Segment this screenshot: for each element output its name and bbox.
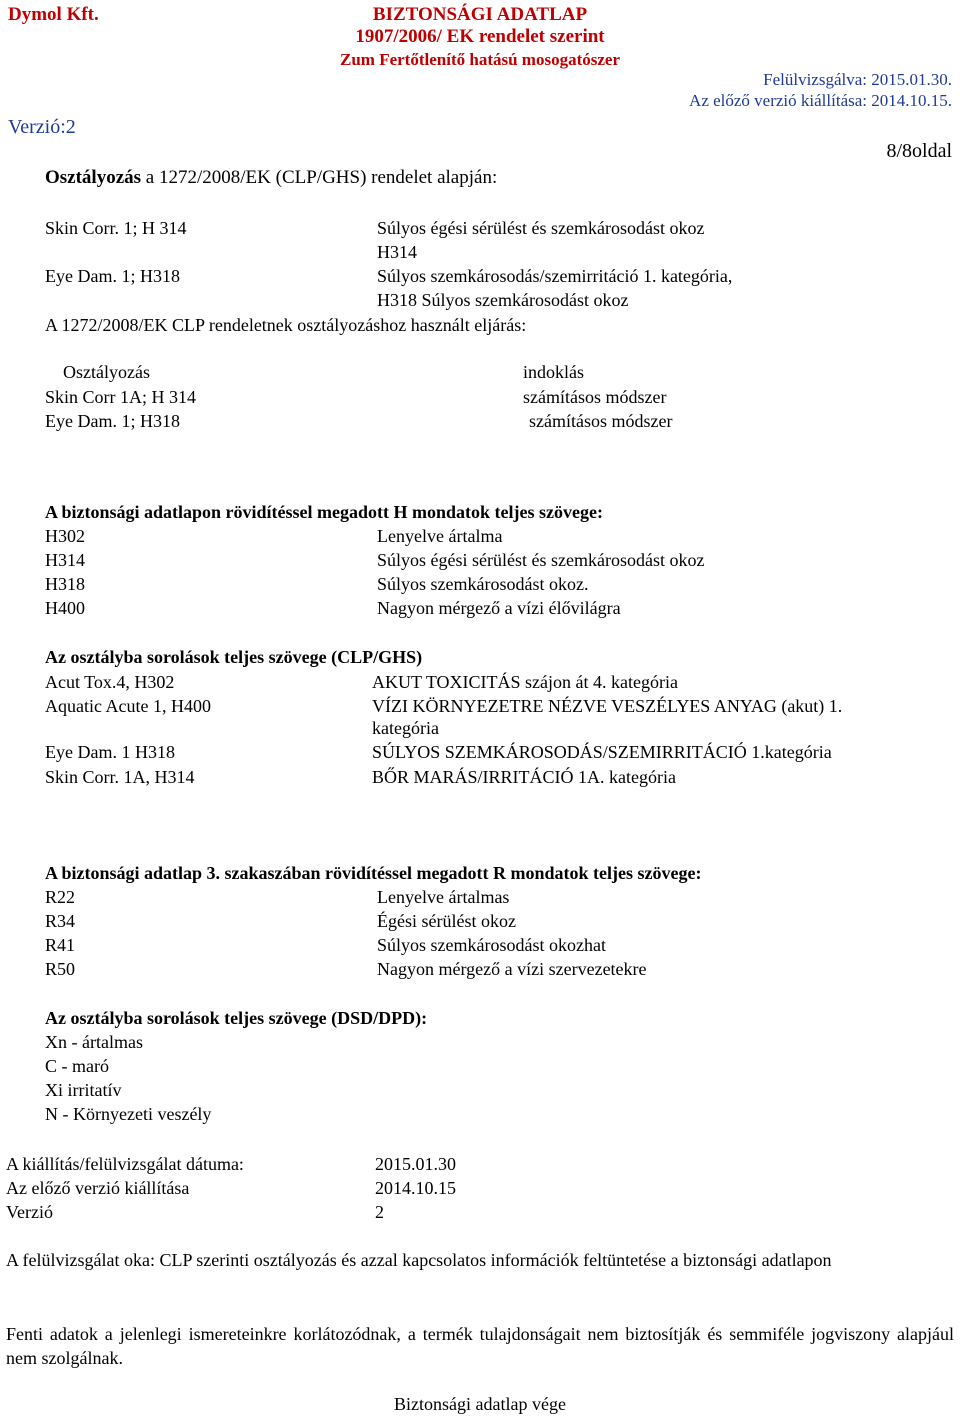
r-statements-heading: A biztonsági adatlap 3. szakaszában rövidítéssel megadott R mondatok teljes szövege: [45,863,702,883]
h-statements-heading: A biztonsági adatlapon rövidítéssel megadott H mondatok teljes szövege: [45,502,603,522]
dsd-classes-heading: Az osztályba sorolások teljes szövege (DSD/DPD): [45,1008,428,1028]
r-text: Súlyos szemkárosodást okozhat [377,935,606,955]
version-label: Verzió:2 [8,116,76,138]
procedure-col1-header: Osztályozás [63,362,150,382]
clp-text: VÍZI KÖRNYEZETRE NÉZVE VESZÉLYES ANYAG (akut) 1. [372,696,843,716]
h-text: Súlyos égési sérülést és szemkárosodást okoz [377,550,705,570]
classification-text-cont: H318 Súlyos szemkárosodást okoz [377,290,629,310]
r-text: Nagyon mérgező a vízi szervezetekre [377,959,647,979]
product-name: Zum Fertőtlenítő hatású mosogatószer [340,50,620,69]
issue-value: 2 [375,1202,384,1222]
issue-label: A kiállítás/felülvizsgálat dátuma: [6,1154,244,1174]
h-text: Súlyos szemkárosodást okoz. [377,574,589,594]
regulation-line: 1907/2006/ EK rendelet szerint [355,26,605,47]
issue-label: Az előző verzió kiállítása [6,1178,190,1198]
document-title: BIZTONSÁGI ADATLAP [372,4,588,25]
classification-text: Súlyos szemkárosodás/szemirritáció 1. kategória, [377,266,733,286]
classification-heading-rest: a 1272/2008/EK (CLP/GHS) rendelet alapján: [141,167,498,188]
h-code: H302 [45,526,85,546]
r-text: Lenyelve ártalmas [377,887,510,907]
h-text: Nagyon mérgező a vízi élővilágra [377,598,621,618]
previous-version-date: Az előző verzió kiállítása: 2014.10.15. [689,91,952,110]
classification-text: Súlyos égési sérülést és szemkárosodást okoz [377,218,705,238]
clp-classes-heading: Az osztályba sorolások teljes szövege (CLP/GHS) [45,647,423,667]
issue-value: 2015.01.30 [375,1154,456,1174]
document-footer: Biztonsági adatlap vége [394,1394,566,1414]
classification-heading [45,166,497,190]
procedure-reason: számításos módszer [523,387,667,407]
clp-text: SÚLYOS SZEMKÁROSODÁS/SZEMIRRITÁCIÓ 1.kategória [372,742,832,762]
clp-code: Eye Dam. 1 H318 [45,742,175,762]
revision-reason: A felülvizsgálat oka: CLP szerinti osztályozás és azzal kapcsolatos információk feltüntetése a biztonsági adatlapon [6,1250,832,1270]
r-code: R22 [45,887,76,907]
r-code: R34 [45,911,76,931]
r-code: R50 [45,959,76,979]
dsd-item: N - Környezeti veszély [45,1104,212,1124]
clp-text: BŐR MARÁS/IRRITÁCIÓ 1A. kategória [372,767,676,787]
r-code: R41 [45,935,76,955]
h-code: H400 [45,598,85,618]
clp-text: AKUT TOXICITÁS szájon át 4. kategória [372,672,678,692]
classification-code: Skin Corr. 1; H 314 [45,218,187,238]
h-code: H314 [45,550,85,570]
h-text: Lenyelve ártalma [377,526,503,546]
company-name: Dymol Kft. [8,4,99,25]
procedure-label: A 1272/2008/EK CLP rendeletnek osztályozáshoz használt eljárás: [45,315,527,335]
procedure-class: Eye Dam. 1; H318 [45,411,180,431]
h-code: H318 [45,574,85,594]
procedure-class: Skin Corr 1A; H 314 [45,387,197,407]
clp-code: Acut Tox.4, H302 [45,672,175,692]
disclaimer: Fenti adatok a jelenlegi ismereteinkre korlátozódnak, a termék tulajdonságait nem biztosítják és semmiféle jogviszony alapjául nem szolgálnak. [6,1324,954,1368]
dsd-item: Xn - ártalmas [45,1032,143,1052]
clp-code: Aquatic Acute 1, H400 [45,696,211,716]
dsd-item: C - maró [45,1056,109,1076]
issue-value: 2014.10.15 [375,1178,456,1198]
classification-heading-bold: Osztályozás [45,167,142,188]
dsd-item: Xi irritatív [45,1080,122,1100]
classification-code: Eye Dam. 1; H318 [45,266,180,286]
procedure-reason: számításos módszer [529,411,673,431]
revised-date: Felülvizsgálva: 2015.01.30. [763,70,952,89]
issue-label: Verzió [6,1202,53,1222]
procedure-col2-header: indoklás [523,362,584,382]
clp-text-cont: kategória [372,718,439,738]
clp-code: Skin Corr. 1A, H314 [45,767,195,787]
r-text: Égési sérülést okoz [377,911,516,931]
classification-text-cont: H314 [377,242,417,262]
page-number: 8/8oldal [886,140,952,162]
